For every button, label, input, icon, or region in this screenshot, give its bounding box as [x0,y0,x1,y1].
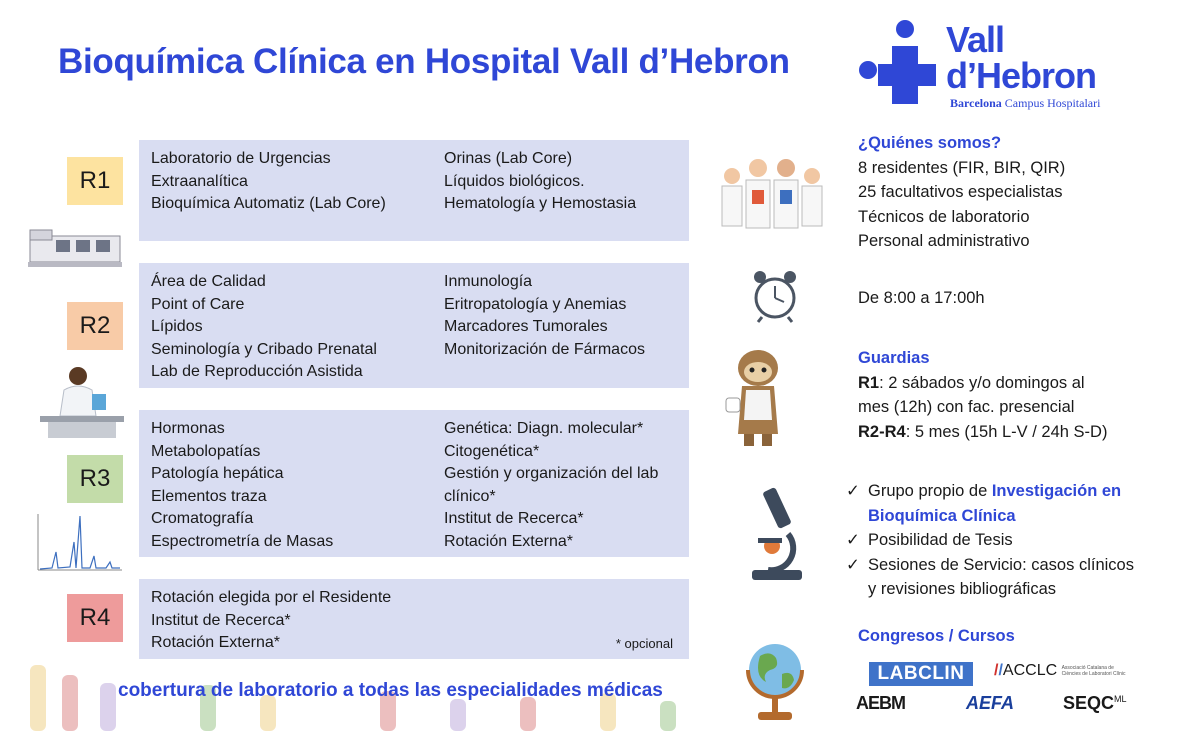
guardias-r24: R2-R4: 5 mes (15h L-V / 24h S-D) [858,422,1108,441]
rotation-r2-col1 [151,271,377,384]
list-item: Gestión y organización del lab [444,465,659,482]
list-item: ✓ Grupo propio de Investigación en [846,479,1134,504]
aefa-logo: AEFA [966,693,1015,713]
guardias-section [858,346,1107,444]
rotation-r1-col1 [151,148,386,216]
list-item: Eritropatología y Anemias [444,295,627,313]
rotation-r3-col1 [151,418,333,553]
list-item: Hormonas [151,420,225,437]
logo-line2: d’Hebron [946,55,1096,96]
list-item: Patología hepática [151,465,284,482]
working-hours: De 8:00 a 17:00h [858,289,985,307]
list-item: Laboratorio de Urgencias [151,150,331,167]
list-item: Institut de Recerca* [444,510,584,527]
coverage-text: cobertura de laboratorio a todas las especialidades médicas [118,680,663,701]
rotation-box-r3 [139,410,689,557]
list-item: Rotación elegida por el Residente [151,589,392,606]
list-item: Marcadores Tumorales [444,318,608,335]
aebm-logo: AEBM [856,693,905,713]
vall-hebron-cross-icon [858,18,944,104]
congresos-heading-wrap [858,624,1015,649]
guardias-heading: Guardias [858,349,930,367]
list-item: Citogenética* [444,442,540,460]
list-item: Hematología y Hemostasia [444,195,637,212]
list-item: Rotación Externa* [444,532,573,550]
list-item-continuation: Bioquímica Clínica [868,506,1016,525]
sloth-icon [722,346,786,450]
alarm-clock-icon [750,268,800,324]
r4-badge: R4 [67,594,123,642]
list-item: Elementos traza [151,487,267,505]
list-item: Líquidos biológicos. [444,172,585,190]
guardias-r1: R1: 2 sábados y/o domingos al [858,373,1085,392]
seqc-logo: $SEQC^{ML}$ [1063,693,1127,713]
rotation-box-r4 [139,579,689,659]
list-item: Lab de Reproducción Asistida [151,363,363,380]
list-item: Seminología y Cribado Prenatal [151,340,377,358]
list-item: ✓ Posibilidad de Tesis [846,528,1134,553]
congresos-heading: Congresos / Cursos [858,627,1015,645]
list-item: Área de Calidad [151,273,266,290]
list-item: clínico* [444,487,496,505]
list-item: Monitorización de Fármacos [444,340,645,358]
check-icon: ✓ [846,482,860,500]
who-section [858,131,1065,254]
list-item-continuation: y revisiones bibliográficas [868,580,1057,598]
rotation-r2-col2 [444,271,645,361]
chromatogram-icon [32,512,124,578]
list-item: Metabolopatías [151,442,261,460]
rotation-box-r2 [139,263,689,388]
page-title: Bioquímica Clínica en Hospital Vall d’Hebron [58,42,790,81]
labclin-logo: LABCLIN [869,662,973,686]
rotation-r1-col2 [444,148,636,216]
who-heading: ¿Quiénes somos? [858,134,1002,152]
list-item: ✓ Sesiones de Servicio: casos clínicos [846,553,1134,578]
list-item: Orinas (Lab Core) [444,150,573,167]
logo-line1: Vall [946,19,1005,60]
check-icon: ✓ [846,555,860,574]
check-icon: ✓ [846,531,860,549]
who-line: 25 facultativos especialistas [858,183,1063,201]
list-item: Genética: Diagn. molecular* [444,420,644,437]
r1-badge: R1 [67,157,123,205]
r3-badge: R3 [67,455,123,503]
list-item: Bioquímica Automatiz (Lab Core) [151,195,386,212]
list-item: Cromatografía [151,510,254,527]
list-item: Espectrometría de Masas [151,532,334,550]
lab-technician-icon [38,362,126,440]
who-line: 8 residentes (FIR, BIR, QIR) [858,158,1066,177]
r2-badge: R2 [67,302,123,350]
optional-note: * opcional [615,636,673,651]
acclc-logo: //ACCLC Associació Catalana de Ciències de Laboratori Clínic [994,662,1126,679]
microscope-icon [748,484,808,584]
guardias-r1-cont: mes (12h) con fac. presencial [858,398,1075,416]
rotation-box-r1 [139,140,689,241]
rotation-r4-col1 [151,587,391,655]
list-item: Inmunología [444,273,533,290]
team-icon [712,150,830,242]
who-line: Técnicos de laboratorio [858,207,1030,226]
list-item: Extraanalítica [151,172,248,190]
lab-analyzer-icon [26,222,126,272]
vall-hebron-logo [858,18,1158,110]
list-item: Institut de Recerca* [151,611,291,629]
list-item: Lípidos [151,318,203,335]
who-line: Personal administrativo [858,232,1030,250]
research-list [846,479,1134,602]
logo-subtitle: Barcelona Campus Hospitalari [950,96,1101,110]
list-item: Rotación Externa* [151,634,280,651]
globe-icon [742,632,808,724]
rotation-r3-col2 [444,418,658,553]
list-item: Point of Care [151,295,245,313]
